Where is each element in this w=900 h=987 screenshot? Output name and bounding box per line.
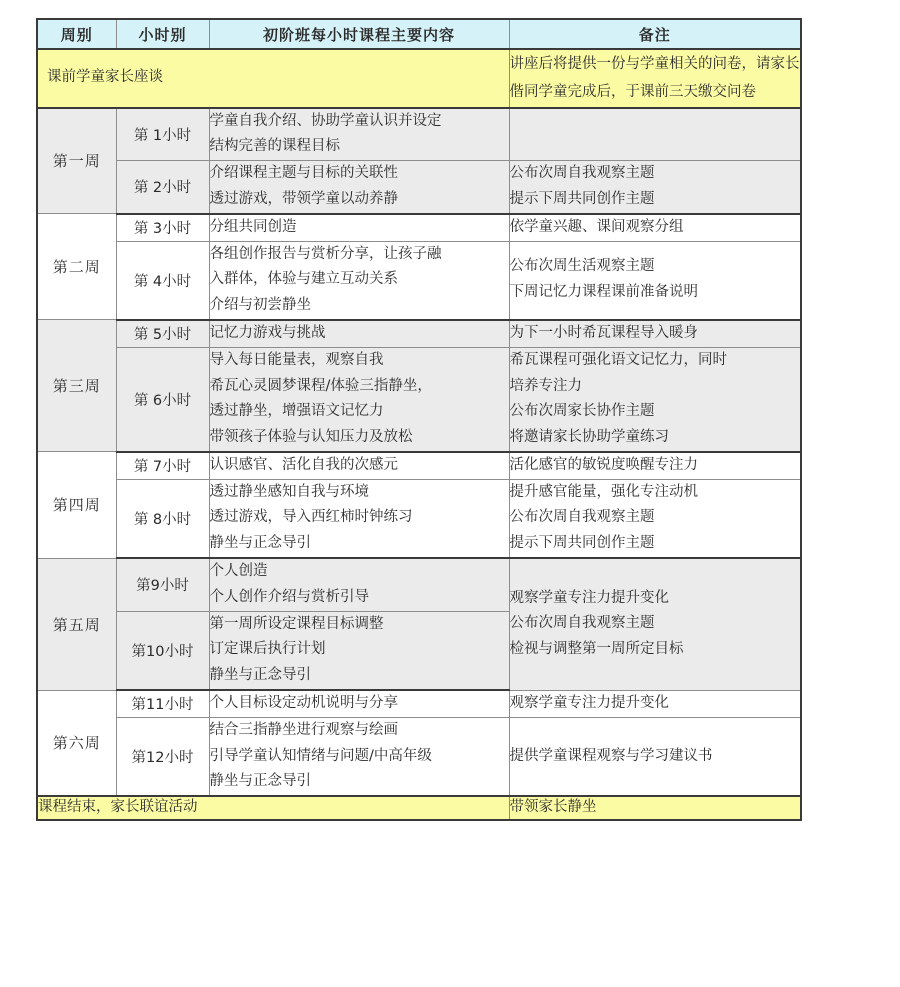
text-line: 个人目标设定动机说明与分享 — [209, 695, 398, 712]
pre-session-row — [37, 49, 801, 108]
footer-row — [37, 796, 801, 820]
lesson-content — [209, 717, 509, 796]
text-line: 前三天缴交问卷 — [654, 84, 756, 101]
week-label: 第二周 — [37, 214, 116, 320]
text-line: 提示下周共同创作主题 — [509, 190, 655, 207]
pre-session-note — [509, 49, 801, 108]
text-line: 导入每日能量表，观察自我 — [209, 351, 384, 368]
text-line: 希瓦课程可强化语文记忆力，同时 — [509, 351, 727, 368]
text-line: 希瓦心灵圆梦课程/体验三指静坐， — [209, 377, 432, 394]
lesson-content — [209, 690, 509, 717]
schedule-row — [37, 214, 801, 241]
table-header — [37, 19, 801, 49]
text-line: 个人创作介绍与赏析引导 — [209, 588, 369, 605]
schedule-row — [37, 161, 801, 214]
week-label: 第五周 — [37, 558, 116, 690]
text-line: 为下一小时希瓦课程导入暖身 — [509, 324, 698, 341]
hour-label: 第 2小时 — [116, 161, 209, 214]
lesson-note — [509, 717, 801, 796]
text-line: 提示下周共同创作主题 — [509, 535, 655, 552]
text-line: 分组共同创造 — [209, 218, 297, 235]
text-line: 认识感官、活化自我的次感元 — [209, 456, 398, 473]
text-line: 引导学童认知情绪与问题/中高年级 — [209, 747, 432, 764]
text-line: 卷，请家长偕同学童完成后，于课 — [509, 56, 800, 101]
lesson-content — [209, 161, 509, 214]
schedule-row — [37, 347, 801, 452]
text-line: 下周记忆力课程课前准备说明 — [509, 284, 698, 301]
schedule-row — [37, 320, 801, 347]
footer-note: 带领家长静坐 — [509, 796, 801, 820]
hour-label: 第9小时 — [116, 558, 209, 611]
column-header-note: 备注 — [509, 19, 801, 49]
lesson-note — [509, 214, 801, 241]
lesson-note — [509, 108, 801, 161]
table-body — [37, 49, 801, 820]
text-line: 提供学童课程观察与学习建议书 — [509, 747, 713, 764]
text-line: 观察学童专注力提升变化 — [509, 589, 669, 606]
text-line: 带领孩子体验与认知压力及放松 — [209, 429, 413, 446]
column-header-week: 周别 — [37, 19, 116, 49]
hour-label: 第 8小时 — [116, 479, 209, 558]
lesson-content — [209, 214, 509, 241]
hour-label: 第 4小时 — [116, 241, 209, 320]
schedule-row — [37, 717, 801, 796]
lesson-note — [509, 479, 801, 558]
text-line: 公布次周自我观察主题 — [509, 509, 655, 526]
hour-label: 第11小时 — [116, 690, 209, 717]
hour-label: 第10小时 — [116, 611, 209, 690]
table-header-row — [37, 19, 801, 49]
lesson-note — [509, 558, 801, 690]
text-line: 介绍与初尝静坐 — [209, 297, 311, 314]
schedule-row — [37, 690, 801, 717]
lesson-note — [509, 320, 801, 347]
schedule-row — [37, 452, 801, 479]
lesson-note — [509, 241, 801, 320]
text-line: 结合三指静坐进行观察与绘画 — [209, 721, 398, 738]
lesson-content — [209, 108, 509, 161]
text-line: 介绍课程主题与目标的关联性 — [209, 165, 398, 182]
text-line: 透过静坐，增强语文记忆力 — [209, 403, 384, 420]
text-line: 静坐与正念导引 — [209, 667, 311, 684]
hour-label: 第 6小时 — [116, 347, 209, 452]
week-label: 第四周 — [37, 452, 116, 558]
course-schedule-table — [36, 18, 802, 821]
lesson-note — [509, 452, 801, 479]
text-line: 订定课后执行计划 — [209, 641, 326, 658]
text-line: 公布次周自我观察主题 — [509, 615, 655, 632]
lesson-content — [209, 611, 509, 690]
text-line: 培养专注力 — [509, 377, 582, 394]
text-line: 结构完善的课程目标 — [209, 138, 340, 155]
schedule-row — [37, 479, 801, 558]
text-line: 透过游戏，导入西红柿时钟练习 — [209, 509, 413, 526]
lesson-note — [509, 690, 801, 717]
text-line: 检视与调整第一周所定目标 — [509, 641, 684, 658]
text-line: 将邀请家长协助学童练习 — [509, 429, 669, 446]
text-line: 入群体，体验与建立互动关系 — [209, 271, 398, 288]
text-line: 静坐与正念导引 — [209, 535, 311, 552]
lesson-content — [209, 479, 509, 558]
lesson-content — [209, 558, 509, 611]
pre-session-label: 课前学童家长座谈 — [37, 49, 509, 108]
text-line: 公布次周家长协作主题 — [509, 403, 655, 420]
text-line: 记忆力游戏与挑战 — [209, 324, 326, 341]
text-line: 静坐与正念导引 — [209, 773, 311, 790]
schedule-row — [37, 108, 801, 161]
week-label: 第一周 — [37, 108, 116, 214]
lesson-content — [209, 241, 509, 320]
footer-label: 课程结束，家长联谊活动 — [37, 796, 509, 820]
column-header-content: 初阶班每小时课程主要内容 — [209, 19, 509, 49]
hour-label: 第 5小时 — [116, 320, 209, 347]
column-header-hour: 小时别 — [116, 19, 209, 49]
lesson-content — [209, 347, 509, 452]
text-line: 活化感官的敏锐度唤醒专注力 — [509, 456, 698, 473]
text-line: 讲座后将提供一份与学童相关的问 — [509, 56, 727, 72]
lesson-content — [209, 320, 509, 347]
week-label: 第六周 — [37, 690, 116, 796]
text-line: 依学童兴趣、课间观察分组 — [509, 218, 684, 235]
hour-label: 第12小时 — [116, 717, 209, 796]
text-line: 提升感官能量，强化专注动机 — [509, 483, 698, 500]
text-line: 观察学童专注力提升变化 — [509, 694, 669, 711]
hour-label: 第 1小时 — [116, 108, 209, 161]
hour-label: 第 3小时 — [116, 214, 209, 241]
text-line: 各组创作报告与赏析分享，让孩子融 — [209, 245, 442, 262]
text-line: 个人创造 — [209, 563, 268, 580]
lesson-content — [209, 452, 509, 479]
text-line: 透过游戏，带领学童以动养静 — [209, 190, 398, 207]
text-line: 透过静坐感知自我与环境 — [209, 483, 369, 500]
schedule-row — [37, 241, 801, 320]
text-line: 第一周所设定课程目标调整 — [209, 615, 384, 632]
lesson-note — [509, 161, 801, 214]
text-line: 公布次周生活观察主题 — [509, 258, 655, 275]
schedule-row — [37, 558, 801, 611]
hour-label: 第 7小时 — [116, 452, 209, 479]
text-line: 公布次周自我观察主题 — [509, 165, 655, 182]
week-label: 第三周 — [37, 320, 116, 452]
text-line: 学童自我介绍、协助学童认识并设定 — [209, 112, 442, 129]
lesson-note — [509, 347, 801, 452]
